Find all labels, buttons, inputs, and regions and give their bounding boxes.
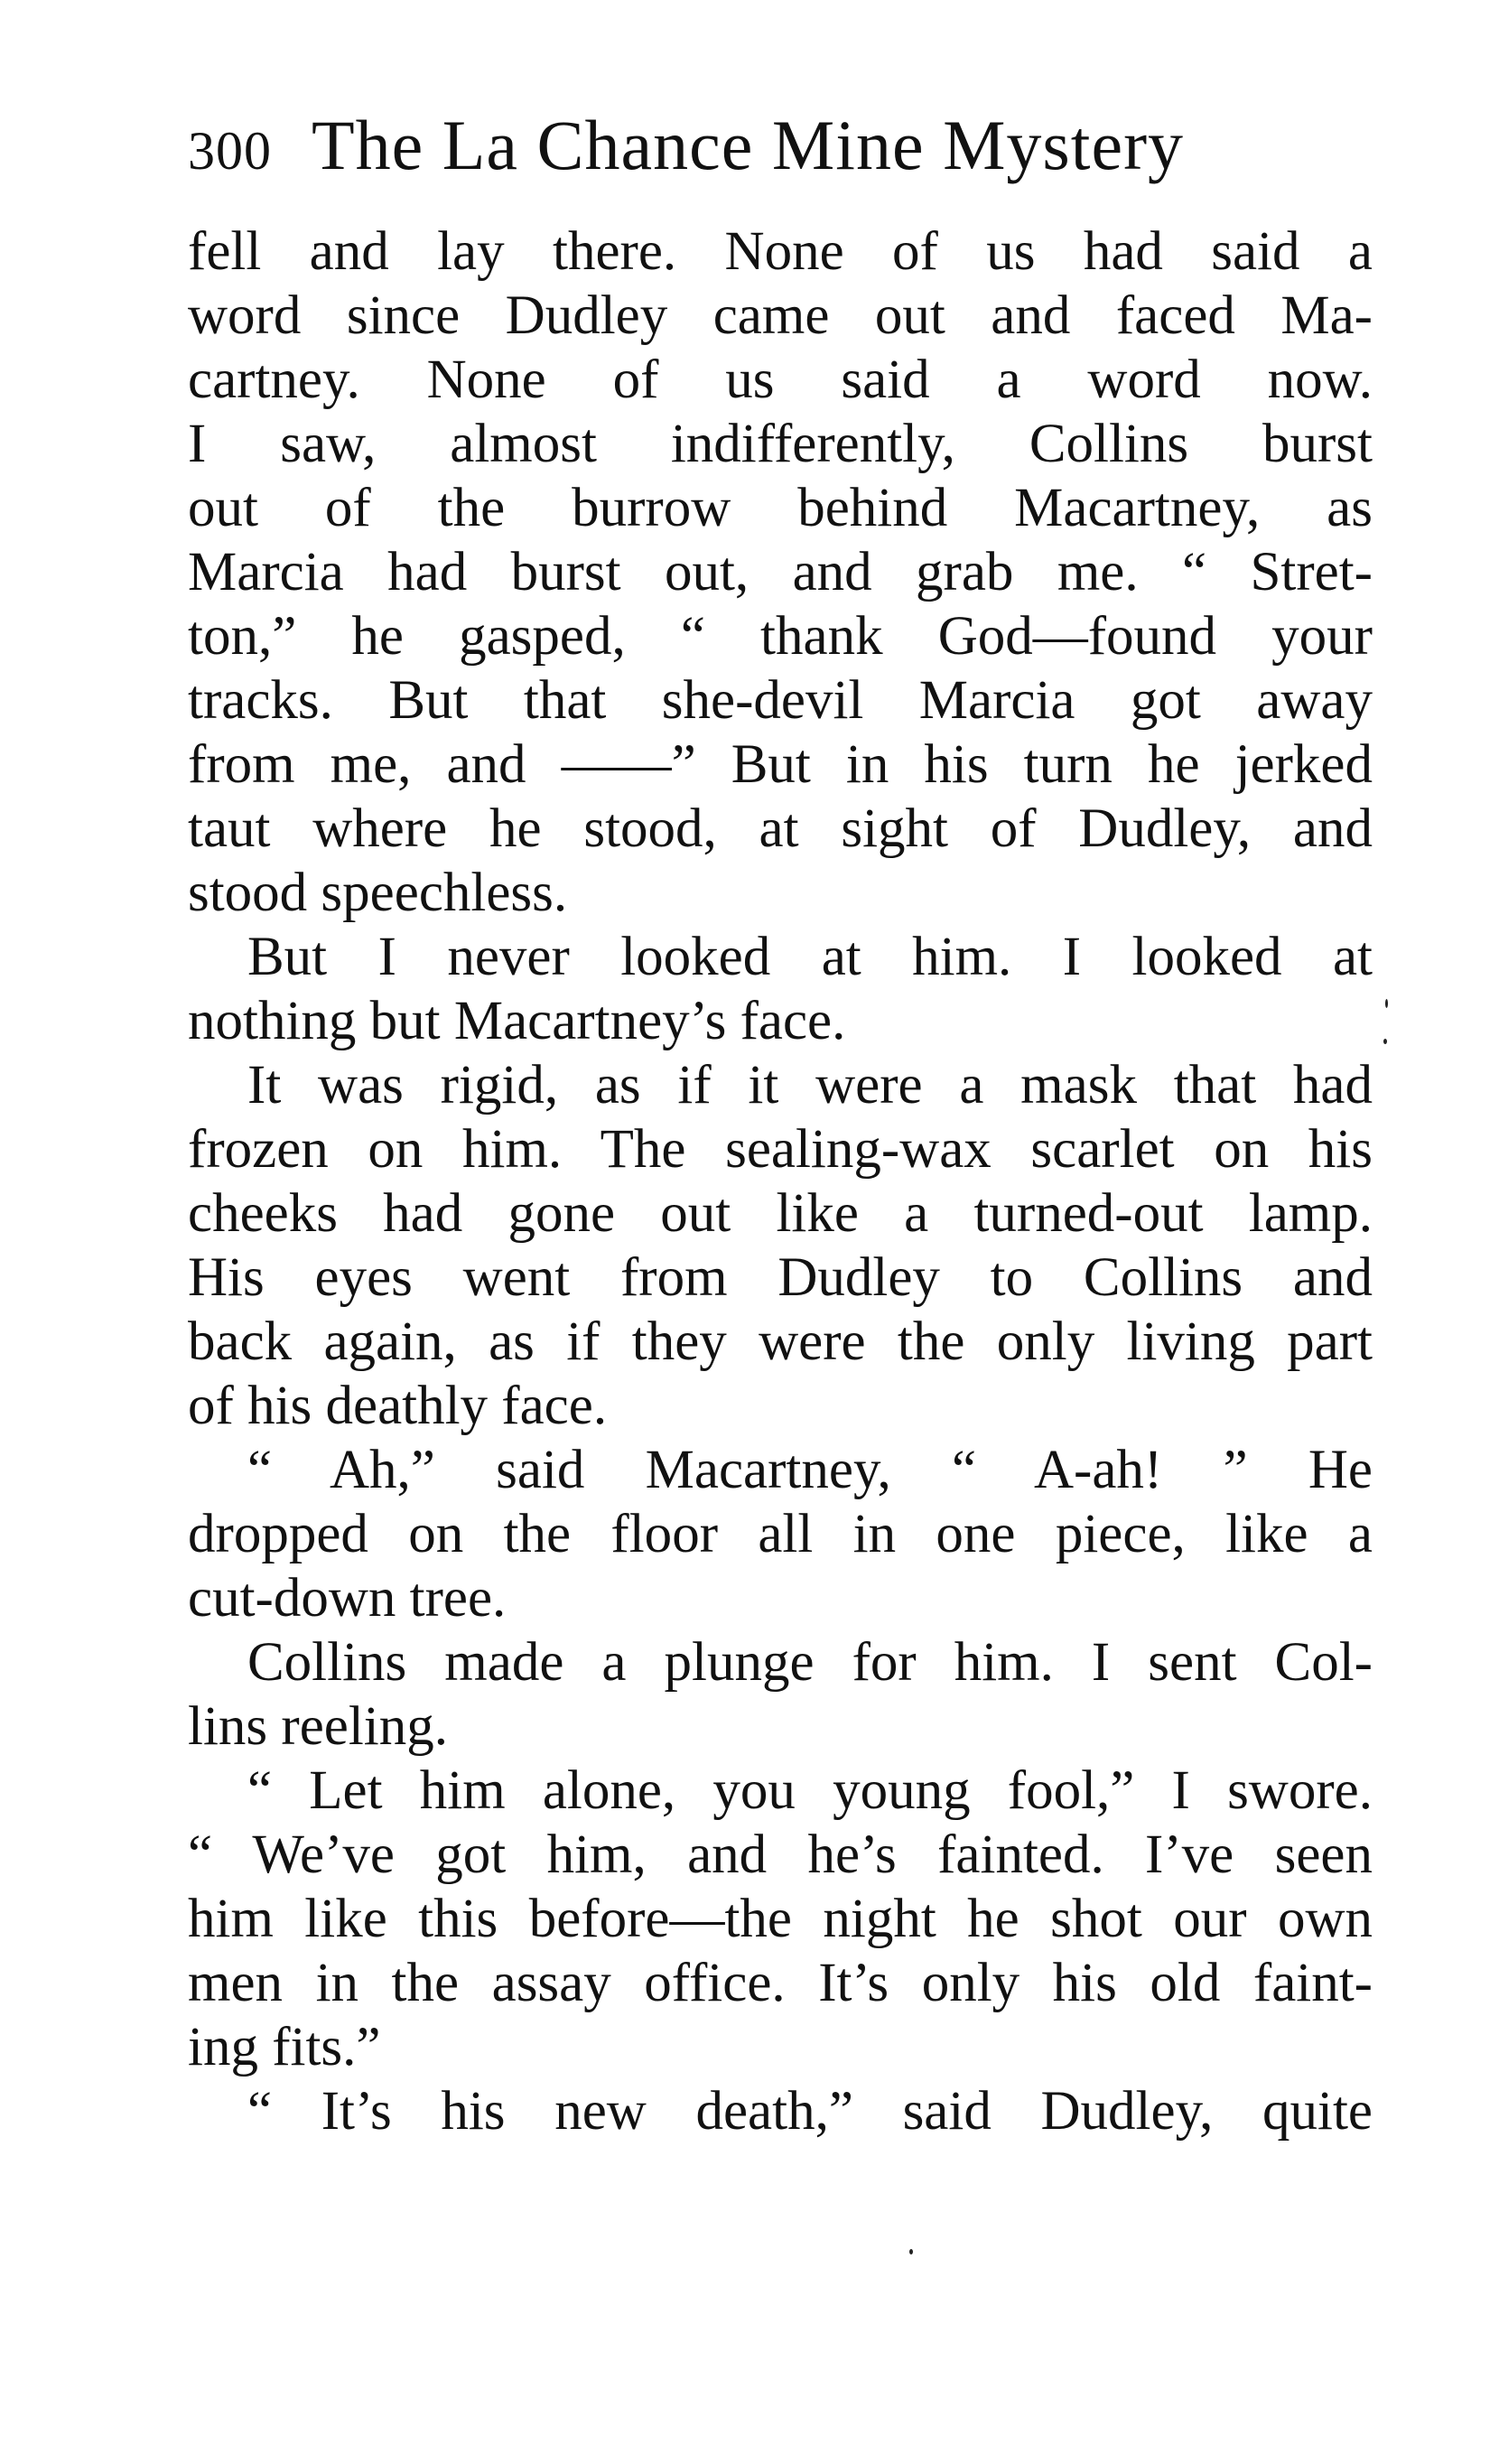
running-title: The La Chance Mine Mystery: [312, 106, 1185, 184]
text-line: of his deathly face.: [188, 1376, 608, 1436]
text-line: “ It’s his new death,” said Dudley, quite: [247, 2081, 1373, 2142]
text-line: cheeks had gone out like a turned-out lamp.: [188, 1183, 1373, 1244]
text-line: dropped on the floor all in one piece, like a: [188, 1504, 1373, 1564]
text-line: I saw, almost indifferently, Collins burst: [188, 414, 1373, 474]
text-line: men in the assay office. It’s only his old faint-: [188, 1953, 1373, 2013]
text-line: frozen on him. The sealing-wax scarlet on his: [188, 1119, 1373, 1180]
text-line: nothing but Macartney’s face.: [188, 991, 846, 1051]
text-line: Marcia had burst out, and grab me. “ Stret-: [188, 542, 1373, 602]
text-line: cut-down tree.: [188, 1568, 507, 1629]
scan-speck: [1385, 999, 1388, 1008]
running-header: [188, 105, 1380, 204]
text-line: tracks. But that she-devil Marcia got away: [188, 670, 1373, 731]
text-line: “ We’ve got him, and he’s fainted. I’ve seen: [188, 1825, 1373, 1885]
scan-speck: [909, 2249, 913, 2254]
text-line: ing fits.”: [188, 2017, 381, 2077]
text-line: lins reeling.: [188, 1696, 448, 1757]
text-line: His eyes went from Dudley to Collins and: [188, 1247, 1373, 1308]
text-line: It was rigid, as if it were a mask that had: [247, 1055, 1373, 1115]
text-line: back again, as if they were the only living part: [188, 1311, 1373, 1372]
text-line: stood speechless.: [188, 863, 568, 923]
scan-speck: [1383, 1039, 1387, 1044]
text-line: “ Let him alone, you young fool,” I swore.: [247, 1760, 1373, 1821]
text-line: “ Ah,” said Macartney, “ A-ah! ” He: [247, 1440, 1373, 1500]
text-line: taut where he stood, at sight of Dudley, and: [188, 798, 1373, 859]
text-line: word since Dudley came out and faced Ma-: [188, 285, 1373, 346]
text-line: out of the burrow behind Macartney, as: [188, 478, 1373, 538]
text-line: ton,” he gasped, “ thank God—found your: [188, 606, 1373, 667]
text-line: But I never looked at him. I looked at: [247, 927, 1373, 987]
page-number: 300: [188, 121, 272, 181]
text-line: cartney. None of us said a word now.: [188, 350, 1373, 410]
text-line: Collins made a plunge for him. I sent Col-: [247, 1632, 1373, 1693]
text-line: fell and lay there. None of us had said a: [188, 221, 1373, 282]
body-text: [188, 219, 1373, 2143]
text-line: him like this before—the night he shot our own: [188, 1889, 1373, 1949]
text-line: from me, and ——” But in his turn he jerked: [188, 734, 1373, 795]
